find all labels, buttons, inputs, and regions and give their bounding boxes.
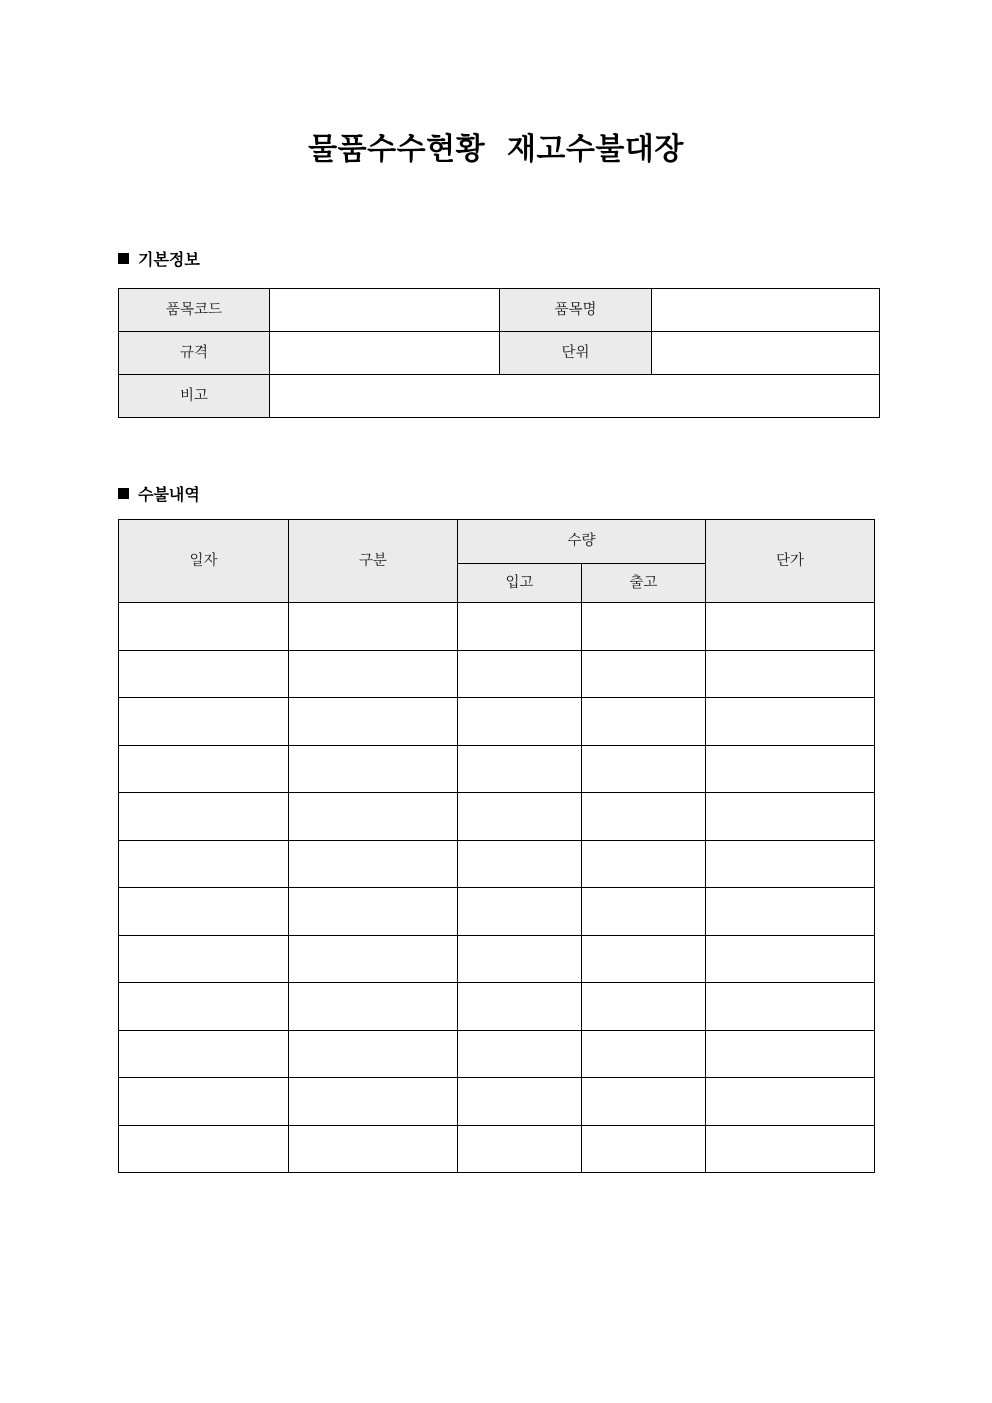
ledger-table — [118, 519, 875, 1173]
column-header-type: 구분 — [289, 520, 458, 603]
cell-quantity-out[interactable] — [582, 1125, 706, 1173]
cell-unit-price[interactable] — [706, 1030, 875, 1078]
cell-unit-price[interactable] — [706, 698, 875, 746]
label-specification: 규격 — [119, 332, 270, 375]
cell-unit-price[interactable] — [706, 888, 875, 936]
cell-unit-price[interactable] — [706, 1125, 875, 1173]
cell-unit-price[interactable] — [706, 793, 875, 841]
column-header-quantity-in: 입고 — [458, 564, 582, 603]
cell-unit-price[interactable] — [706, 603, 875, 651]
cell-quantity-out[interactable] — [582, 698, 706, 746]
cell-type[interactable] — [289, 650, 458, 698]
section-heading-ledger — [118, 487, 200, 503]
field-unit[interactable] — [652, 332, 880, 375]
cell-date[interactable] — [119, 983, 289, 1031]
table-row — [119, 983, 875, 1031]
cell-type[interactable] — [289, 935, 458, 983]
cell-date[interactable] — [119, 793, 289, 841]
cell-quantity-out[interactable] — [582, 983, 706, 1031]
table-row — [119, 888, 875, 936]
ledger-table-body — [119, 603, 875, 1173]
cell-quantity-in[interactable] — [458, 1030, 582, 1078]
section-heading-basic-info-label: 기본정보 — [138, 250, 200, 269]
cell-unit-price[interactable] — [706, 935, 875, 983]
field-specification[interactable] — [270, 332, 500, 375]
cell-unit-price[interactable] — [706, 1078, 875, 1126]
table-row — [119, 289, 880, 332]
column-header-quantity-out: 출고 — [582, 564, 706, 603]
cell-date[interactable] — [119, 935, 289, 983]
section-heading-basic-info — [118, 252, 200, 268]
section-heading-ledger-label: 수불내역 — [138, 485, 200, 504]
cell-type[interactable] — [289, 698, 458, 746]
cell-quantity-in[interactable] — [458, 1078, 582, 1126]
table-row — [119, 1078, 875, 1126]
cell-unit-price[interactable] — [706, 650, 875, 698]
table-row — [119, 698, 875, 746]
cell-quantity-in[interactable] — [458, 935, 582, 983]
cell-date[interactable] — [119, 745, 289, 793]
cell-quantity-out[interactable] — [582, 888, 706, 936]
cell-type[interactable] — [289, 1078, 458, 1126]
field-item-code[interactable] — [270, 289, 500, 332]
cell-quantity-out[interactable] — [582, 603, 706, 651]
table-row — [119, 745, 875, 793]
cell-unit-price[interactable] — [706, 840, 875, 888]
ledger-header-row-top — [119, 520, 875, 564]
basic-info-table — [118, 288, 880, 418]
table-row — [119, 793, 875, 841]
cell-type[interactable] — [289, 840, 458, 888]
cell-type[interactable] — [289, 745, 458, 793]
cell-quantity-out[interactable] — [582, 840, 706, 888]
table-row — [119, 650, 875, 698]
cell-quantity-in[interactable] — [458, 650, 582, 698]
cell-type[interactable] — [289, 888, 458, 936]
cell-date[interactable] — [119, 1030, 289, 1078]
column-header-quantity-group: 수량 — [458, 520, 706, 564]
cell-date[interactable] — [119, 603, 289, 651]
field-item-name[interactable] — [652, 289, 880, 332]
table-row — [119, 1125, 875, 1173]
cell-type[interactable] — [289, 603, 458, 651]
cell-quantity-out[interactable] — [582, 1078, 706, 1126]
cell-date[interactable] — [119, 1125, 289, 1173]
square-bullet-icon — [118, 488, 129, 499]
cell-type[interactable] — [289, 793, 458, 841]
cell-quantity-out[interactable] — [582, 1030, 706, 1078]
cell-quantity-in[interactable] — [458, 698, 582, 746]
table-row — [119, 332, 880, 375]
column-header-date: 일자 — [119, 520, 289, 603]
field-remark[interactable] — [270, 375, 880, 418]
cell-quantity-in[interactable] — [458, 1125, 582, 1173]
label-unit: 단위 — [500, 332, 652, 375]
cell-quantity-in[interactable] — [458, 840, 582, 888]
table-row — [119, 1030, 875, 1078]
square-bullet-icon — [118, 253, 129, 264]
cell-quantity-out[interactable] — [582, 650, 706, 698]
column-header-unit-price: 단가 — [706, 520, 875, 603]
cell-date[interactable] — [119, 1078, 289, 1126]
table-row — [119, 603, 875, 651]
cell-quantity-out[interactable] — [582, 935, 706, 983]
cell-date[interactable] — [119, 840, 289, 888]
cell-type[interactable] — [289, 1125, 458, 1173]
cell-quantity-in[interactable] — [458, 983, 582, 1031]
cell-unit-price[interactable] — [706, 745, 875, 793]
ledger-table-head — [119, 520, 875, 603]
cell-type[interactable] — [289, 983, 458, 1031]
label-item-code: 품목코드 — [119, 289, 270, 332]
cell-date[interactable] — [119, 698, 289, 746]
cell-date[interactable] — [119, 888, 289, 936]
page-title: 물품수수현황 재고수불대장 — [308, 132, 684, 167]
table-row — [119, 935, 875, 983]
cell-quantity-in[interactable] — [458, 793, 582, 841]
cell-quantity-out[interactable] — [582, 793, 706, 841]
table-row — [119, 840, 875, 888]
cell-type[interactable] — [289, 1030, 458, 1078]
cell-unit-price[interactable] — [706, 983, 875, 1031]
cell-quantity-in[interactable] — [458, 745, 582, 793]
label-remark: 비고 — [119, 375, 270, 418]
cell-quantity-in[interactable] — [458, 603, 582, 651]
label-item-name: 품목명 — [500, 289, 652, 332]
table-row — [119, 375, 880, 418]
cell-quantity-in[interactable] — [458, 888, 582, 936]
cell-quantity-out[interactable] — [582, 745, 706, 793]
cell-date[interactable] — [119, 650, 289, 698]
